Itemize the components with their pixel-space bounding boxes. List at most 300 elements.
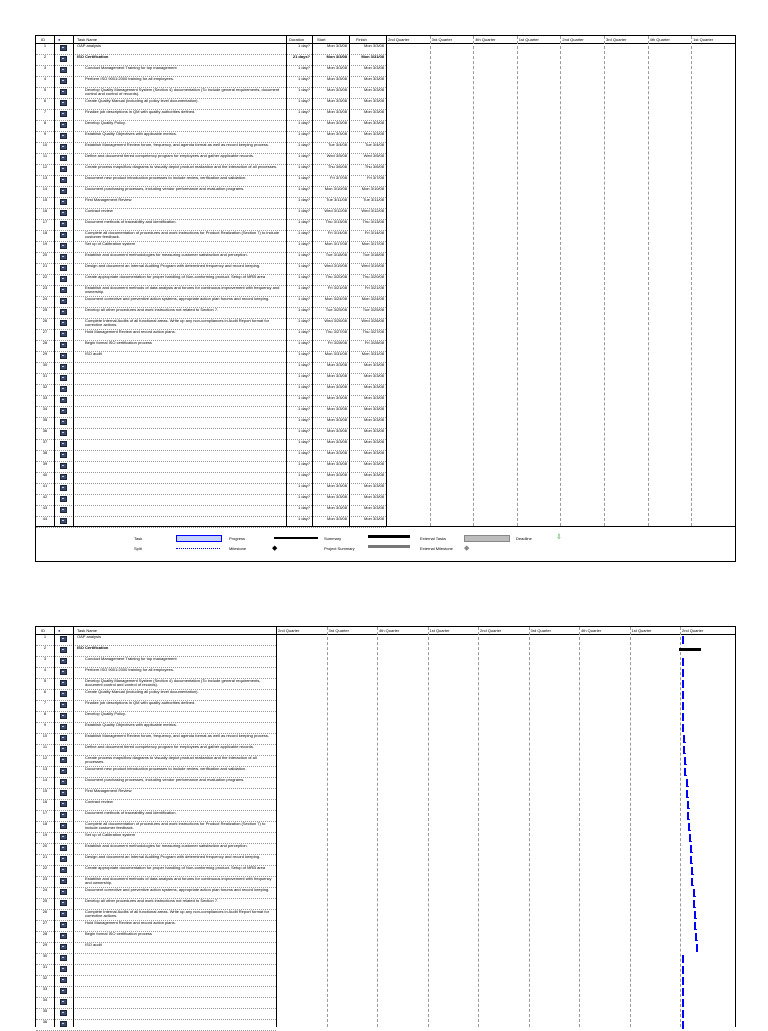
task-id: 10 (42, 143, 48, 147)
task-notes-icon[interactable] (60, 746, 67, 752)
task-notes-icon[interactable] (60, 735, 67, 741)
task-notes-icon[interactable] (60, 254, 67, 260)
task-notes-icon[interactable] (60, 988, 67, 994)
task-name: Complete all documentation of procedures and work instructions for Product Realization (Section 7) to include customer feedback. (85, 231, 280, 240)
task-start: Mon 3/3/08 (326, 374, 347, 378)
task-notes-icon[interactable] (60, 955, 67, 961)
task-id: 42 (42, 495, 48, 499)
task-duration: 1 day? (297, 143, 310, 147)
task-bar[interactable] (682, 1021, 684, 1029)
task-start: Tue 3/4/08 (328, 143, 347, 147)
task-duration: 1 day? (297, 462, 310, 466)
task-id: 36 (42, 1020, 48, 1024)
task-start: Tue 3/25/08 (325, 308, 347, 312)
task-notes-icon[interactable] (60, 331, 67, 337)
task-id: 14 (42, 187, 48, 191)
task-name: Set up of Calibration system (85, 242, 136, 246)
dependency-link (688, 830, 691, 831)
task-id: 7 (43, 110, 47, 114)
legend-summary-swatch (368, 535, 410, 538)
task-duration: 1 day? (297, 165, 310, 169)
task-duration: 1 day? (297, 220, 310, 224)
task-notes-icon[interactable] (60, 67, 67, 73)
task-id: 19 (42, 833, 48, 837)
task-id: 26 (42, 319, 48, 323)
task-id: 32 (42, 976, 48, 980)
task-start: Thu 3/20/08 (325, 275, 347, 279)
legend-deadline: Deadline (516, 536, 532, 541)
task-notes-icon[interactable] (60, 188, 67, 194)
task-name: ISO audit (85, 943, 102, 947)
task-notes-icon[interactable] (60, 342, 67, 348)
task-notes-icon[interactable] (60, 900, 67, 906)
task-notes-icon[interactable] (60, 353, 67, 359)
task-id: 3 (43, 657, 47, 661)
task-duration: 1 day? (297, 110, 310, 114)
task-notes-icon[interactable] (60, 485, 67, 491)
quarter-label: 2nd Quarter (682, 628, 704, 633)
task-name: Contract review (85, 209, 113, 213)
task-table-1 (36, 36, 387, 526)
task-id: 41 (42, 484, 48, 488)
task-notes-icon[interactable] (60, 265, 67, 271)
task-finish: Mon 3/3/08 (363, 517, 384, 521)
task-id: 40 (42, 473, 48, 477)
task-notes-icon[interactable] (60, 801, 67, 807)
task-notes-icon[interactable] (60, 100, 67, 106)
task-id: 43 (42, 506, 48, 510)
task-bar[interactable] (682, 977, 684, 985)
task-notes-icon[interactable] (60, 144, 67, 150)
task-notes-icon[interactable] (60, 669, 67, 675)
task-id: 38 (42, 451, 48, 455)
task-id: 13 (42, 767, 48, 771)
task-id: 29 (42, 352, 48, 356)
task-bar[interactable] (682, 955, 684, 963)
task-finish: Mon 3/3/08 (363, 396, 384, 400)
dependency-link (693, 907, 696, 908)
task-notes-icon[interactable] (60, 89, 67, 95)
task-start: Mon 3/3/08 (326, 407, 347, 411)
task-notes-icon[interactable] (60, 966, 67, 972)
task-notes-icon[interactable] (60, 658, 67, 664)
quarter-label: 4th Quarter (649, 37, 670, 42)
task-notes-icon[interactable] (60, 166, 67, 172)
task-start: Mon 3/3/08 (326, 66, 347, 70)
task-bar[interactable] (682, 1010, 684, 1018)
task-notes-icon[interactable] (60, 364, 67, 370)
task-duration: 1 day? (297, 176, 310, 180)
task-notes-icon[interactable] (60, 680, 67, 686)
task-duration: 1 day? (297, 154, 310, 158)
task-id: 14 (42, 778, 48, 782)
task-name: Set up of Calibration system (85, 833, 136, 837)
task-notes-icon[interactable] (60, 298, 67, 304)
task-notes-icon[interactable] (60, 375, 67, 381)
task-finish: Mon 3/3/08 (363, 451, 384, 455)
quarter-label: 2nd Quarter (480, 628, 502, 633)
task-finish: Tue 3/11/08 (363, 198, 384, 202)
task-notes-icon[interactable] (60, 56, 67, 62)
legend-task: Task (134, 536, 143, 541)
quarter-label: 3rd Quarter (328, 628, 349, 633)
task-duration: 1 day? (297, 99, 310, 103)
task-finish: Mon 3/3/08 (363, 121, 384, 125)
task-name: Document purchasing processes, including vendor performance and evaluation programs. (85, 187, 245, 191)
task-name: Establish and document methods of data analysis and forums for continuous improvement with frequency and ownership. (85, 286, 280, 295)
task-notes-icon[interactable] (60, 889, 67, 895)
task-duration: 1 day? (297, 253, 310, 257)
task-id: 6 (43, 99, 47, 103)
task-id: 35 (42, 418, 48, 422)
task-start: Tue 3/18/08 (325, 253, 347, 257)
task-id: 5 (43, 679, 47, 683)
task-finish: Mon 3/17/08 (361, 242, 384, 246)
task-finish: Thu 3/6/08 (364, 165, 384, 169)
task-notes-icon[interactable] (60, 713, 67, 719)
task-finish: Mon 3/3/08 (363, 440, 384, 444)
quarter-label: 3rd Quarter (431, 37, 453, 42)
task-start: Mon 3/3/08 (326, 55, 347, 59)
header-id: ID (41, 628, 45, 633)
dependency-link (686, 797, 689, 798)
task-start: Mon 3/31/08 (324, 352, 347, 356)
task-id: 12 (42, 756, 48, 760)
quarter-label: 1st Quarter (631, 628, 652, 633)
task-duration: 1 day? (297, 242, 310, 246)
milestone-diamond-icon: ◆ (272, 545, 278, 552)
task-notes-icon[interactable] (60, 320, 67, 326)
external-milestone-diamond-icon: ◆ (464, 545, 470, 552)
task-notes-icon[interactable] (60, 133, 67, 139)
dependency-link (690, 863, 693, 864)
task-notes-icon[interactable] (60, 210, 67, 216)
dependency-link (687, 808, 690, 809)
task-notes-icon[interactable] (60, 221, 67, 227)
task-duration: 1 day? (297, 385, 310, 389)
task-notes-icon[interactable] (60, 636, 67, 642)
task-finish: Mon 3/24/08 (361, 297, 384, 301)
task-notes-icon[interactable] (60, 911, 67, 917)
task-bar[interactable] (682, 669, 684, 677)
task-id: 33 (42, 987, 48, 991)
summary-bar[interactable] (679, 648, 701, 651)
task-notes-icon[interactable] (60, 933, 67, 939)
task-name: Finalize job descriptions in QM with quality authorities defined. (85, 701, 196, 705)
task-notes-icon[interactable] (60, 287, 67, 293)
task-notes-icon[interactable] (60, 430, 67, 436)
task-notes-icon[interactable] (60, 45, 67, 51)
task-id: 21 (42, 855, 48, 859)
task-duration: 21 days? (292, 55, 310, 59)
task-name: Document methods of traceability and identification. (85, 811, 177, 815)
task-id: 16 (42, 209, 48, 213)
task-table-2 (36, 627, 277, 1027)
task-notes-icon[interactable] (60, 243, 67, 249)
task-notes-icon[interactable] (60, 122, 67, 128)
gantt-page-1 (35, 35, 736, 562)
task-finish: Wed 3/26/08 (361, 319, 384, 323)
task-id: 15 (42, 198, 48, 202)
task-finish: Mon 3/3/08 (363, 429, 384, 433)
task-notes-icon[interactable] (60, 452, 67, 458)
task-start: Mon 3/3/08 (326, 44, 347, 48)
task-name: Establish Quality Objectives with applicable metrics. (85, 132, 178, 136)
legend-summary: Summary (324, 536, 342, 541)
task-id: 30 (42, 363, 48, 367)
task-notes-icon[interactable] (60, 768, 67, 774)
task-finish: Thu 3/20/08 (362, 275, 384, 279)
task-start: Mon 3/3/08 (326, 418, 347, 422)
legend-project-summary: Project Summary (324, 546, 355, 551)
task-id: 27 (42, 330, 48, 334)
task-duration: 1 day? (297, 297, 310, 301)
task-duration: 1 day? (297, 77, 310, 81)
task-notes-icon[interactable] (60, 790, 67, 796)
task-bar[interactable] (682, 999, 684, 1007)
task-id: 1 (43, 44, 47, 48)
task-duration: 1 day? (297, 363, 310, 367)
task-notes-icon[interactable] (60, 922, 67, 928)
task-notes-icon[interactable] (60, 724, 67, 730)
task-id: 17 (42, 220, 48, 224)
task-finish: Thu 3/13/08 (362, 220, 384, 224)
task-start: Thu 3/27/08 (325, 330, 347, 334)
quarter-gridline (560, 36, 561, 526)
task-bar[interactable] (682, 691, 684, 699)
task-notes-icon[interactable] (60, 111, 67, 117)
task-id: 6 (43, 690, 47, 694)
task-notes-icon[interactable] (60, 977, 67, 983)
task-start: Mon 3/3/08 (326, 110, 347, 114)
header-indicators-icon: ● (58, 628, 61, 633)
task-id: 8 (43, 121, 47, 125)
task-notes-icon[interactable] (60, 397, 67, 403)
task-bar[interactable] (682, 658, 684, 666)
task-bar[interactable] (682, 966, 684, 974)
task-bar[interactable] (682, 680, 684, 688)
header-duration: Duration (289, 37, 305, 42)
task-bar[interactable] (682, 702, 684, 710)
task-notes-icon[interactable] (60, 999, 67, 1005)
task-notes-icon[interactable] (60, 856, 67, 862)
task-id: 34 (42, 998, 48, 1002)
task-name: ISO audit (85, 352, 102, 356)
task-id: 27 (42, 921, 48, 925)
task-duration: 1 day? (297, 440, 310, 444)
task-id: 37 (42, 440, 48, 444)
task-name: Finalize job descriptions in QM with quality authorities defined. (85, 110, 196, 114)
task-notes-icon[interactable] (60, 78, 67, 84)
task-notes-icon[interactable] (60, 779, 67, 785)
task-id: 26 (42, 910, 48, 914)
quarter-label: 4th Quarter (379, 628, 400, 633)
quarter-gridline (473, 36, 474, 526)
task-start: Mon 3/3/08 (326, 473, 347, 477)
task-notes-icon[interactable] (60, 496, 67, 502)
task-name: Establish and document methods of data analysis and forums for continuous improvement with frequency and ownership. (85, 877, 272, 886)
task-notes-icon[interactable] (60, 309, 67, 315)
task-notes-icon[interactable] (60, 507, 67, 513)
task-name: Document purchasing processes, including vendor performance and evaluation programs. (85, 778, 245, 782)
task-notes-icon[interactable] (60, 867, 67, 873)
task-notes-icon[interactable] (60, 1021, 67, 1027)
task-name: Hold Management Review and record action plans. (85, 921, 176, 925)
task-duration: 1 day? (297, 264, 310, 268)
task-start: Wed 3/5/08 (326, 154, 347, 158)
quarter-label: 1st Quarter (693, 37, 714, 42)
table-row (36, 1019, 276, 1031)
header-task-name: Task Name (77, 37, 98, 42)
task-notes-icon[interactable] (60, 1010, 67, 1016)
task-finish: Mon 3/3/08 (363, 77, 384, 81)
task-notes-icon[interactable] (60, 812, 67, 818)
task-id: 44 (42, 517, 48, 521)
task-notes-icon[interactable] (60, 177, 67, 183)
task-start: Fri 3/7/08 (330, 176, 347, 180)
task-bar[interactable] (696, 944, 698, 952)
quarter-label: 3rd Quarter (530, 628, 551, 633)
task-name: ISO Certification (77, 55, 109, 59)
task-bar[interactable] (682, 713, 684, 721)
task-bar[interactable] (682, 724, 684, 732)
task-name: Create Quality Manual (including all policy level documentation). (85, 99, 199, 103)
task-bar[interactable] (682, 988, 684, 996)
dependency-link (689, 841, 692, 842)
task-notes-icon[interactable] (60, 441, 67, 447)
header-start: Start (317, 37, 326, 42)
task-notes-icon[interactable] (60, 474, 67, 480)
task-notes-icon[interactable] (60, 408, 67, 414)
timescale-1 (386, 36, 735, 526)
task-name: Document methods of traceability and identification. (85, 220, 177, 224)
task-start: Mon 3/3/08 (326, 88, 347, 92)
task-notes-icon[interactable] (60, 199, 67, 205)
task-duration: 1 day? (297, 506, 310, 510)
task-notes-icon[interactable] (60, 944, 67, 950)
task-id: 21 (42, 264, 48, 268)
task-finish: Mon 3/3/08 (363, 462, 384, 466)
dependency-link (691, 874, 694, 875)
task-name: Contract review (85, 800, 113, 804)
task-finish: Mon 3/3/08 (363, 418, 384, 422)
task-name: Begin formal ISO certification process (85, 932, 152, 936)
task-notes-icon[interactable] (60, 823, 67, 829)
task-notes-icon[interactable] (60, 702, 67, 708)
task-id: 3 (43, 66, 47, 70)
task-name: Develop Quality Management System (Section 4) documentation (To include general requirements, document control and control of records). (85, 679, 261, 688)
task-start: Mon 3/3/08 (326, 132, 347, 136)
task-duration: 1 day? (297, 319, 310, 323)
task-id: 13 (42, 176, 48, 180)
task-id: 23 (42, 286, 48, 290)
task-id: 1 (43, 635, 47, 639)
task-name: ISO Certification (77, 646, 109, 650)
task-name: Begin formal ISO certification process (85, 341, 152, 345)
task-notes-icon[interactable] (60, 845, 67, 851)
task-id: 19 (42, 242, 48, 246)
task-name: Develop Quality Management System (Section 4) documentation (To include general requirements, document control and control of records). (85, 88, 280, 97)
task-duration: 1 day? (297, 88, 310, 92)
task-finish: Mon 3/3/08 (363, 88, 384, 92)
legend-split-swatch (176, 548, 220, 549)
task-start: Mon 3/10/08 (324, 187, 347, 191)
header-id: ID (41, 37, 45, 42)
task-duration: 1 day? (297, 44, 310, 48)
task-duration: 1 day? (297, 418, 310, 422)
dependency-link (687, 819, 690, 820)
task-id: 12 (42, 165, 48, 169)
quarter-gridline (430, 36, 431, 526)
dependency-link (684, 775, 687, 776)
task-finish: Wed 3/12/08 (361, 209, 384, 213)
task-start: Wed 3/19/08 (324, 264, 347, 268)
task-finish: Mon 3/3/08 (363, 385, 384, 389)
task-notes-icon[interactable] (60, 276, 67, 282)
task-duration: 1 day? (297, 121, 310, 125)
legend-milestone: Milestone (229, 546, 247, 551)
task-finish: Mon 3/31/08 (361, 55, 384, 59)
task-name: OAP analysis (77, 44, 101, 48)
task-start: Mon 3/3/08 (326, 451, 347, 455)
task-id: 24 (42, 297, 48, 301)
task-id: 20 (42, 253, 48, 257)
task-name: Design and document an Internal Auditing Program with determined frequency and record keeping. (85, 855, 261, 859)
task-notes-icon[interactable] (60, 419, 67, 425)
task-name: Develop Quality Policy. (85, 121, 126, 125)
dependency-link (693, 896, 696, 897)
task-name: Document corrective and preventive action systems, appropriate action plan forums and record keeping. (85, 888, 270, 892)
task-id: 18 (42, 231, 48, 235)
task-finish: Fri 3/7/08 (367, 176, 384, 180)
legend-external-tasks: External Tasks (420, 536, 446, 541)
task-notes-icon[interactable] (60, 232, 67, 238)
task-name: Develop all other procedures and work instructions not related to Section 7. (85, 308, 219, 312)
quarter-gridline (691, 36, 692, 526)
quarter-label: 2nd Quarter (388, 37, 410, 42)
task-notes-icon[interactable] (60, 878, 67, 884)
task-notes-icon[interactable] (60, 647, 67, 653)
task-name: Perform ISO 9001:2000 training for all employees. (85, 77, 174, 81)
task-id: 2 (43, 55, 47, 59)
task-notes-icon[interactable] (60, 691, 67, 697)
task-notes-icon[interactable] (60, 155, 67, 161)
task-start: Mon 3/3/08 (326, 517, 347, 521)
task-notes-icon[interactable] (60, 834, 67, 840)
task-notes-icon[interactable] (60, 386, 67, 392)
legend-external-milestone: External Milestone (420, 546, 453, 551)
task-name: Establish and document methodologies for measuring customer satisfaction and perception. (85, 253, 248, 257)
legend-project-summary-swatch (368, 545, 410, 548)
task-finish: Tue 3/25/08 (362, 308, 384, 312)
task-id: 9 (43, 723, 47, 727)
task-start: Mon 3/3/08 (326, 99, 347, 103)
task-notes-icon[interactable] (60, 757, 67, 763)
task-id: 36 (42, 429, 48, 433)
task-bar[interactable] (682, 636, 684, 644)
task-duration: 1 day? (297, 407, 310, 411)
task-start: Mon 3/3/08 (326, 429, 347, 433)
task-finish: Wed 3/5/08 (363, 154, 384, 158)
task-notes-icon[interactable] (60, 463, 67, 469)
task-finish: Mon 3/3/08 (363, 99, 384, 103)
task-duration: 1 day? (297, 473, 310, 477)
task-start: Mon 3/3/08 (326, 121, 347, 125)
task-notes-icon[interactable] (60, 518, 67, 524)
task-start: Thu 3/6/08 (327, 165, 347, 169)
task-duration: 1 day? (297, 352, 310, 356)
task-start: Mon 3/3/08 (326, 385, 347, 389)
